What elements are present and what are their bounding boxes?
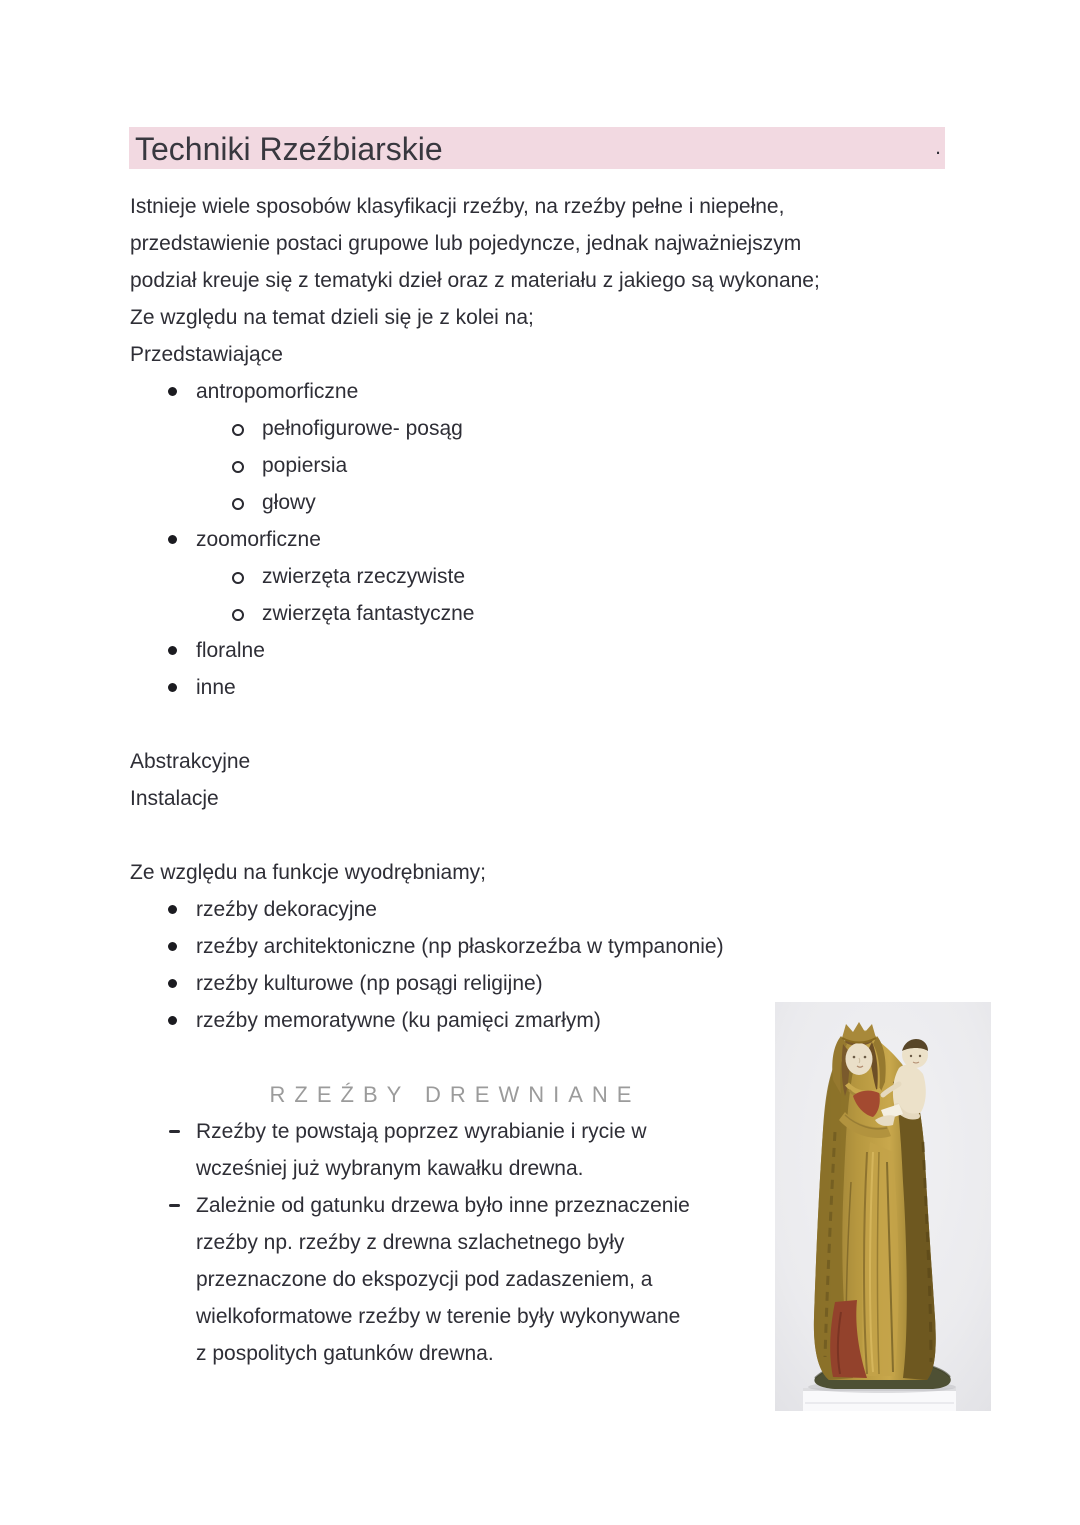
list-item-label: antropomorficzne xyxy=(196,380,359,403)
filled-bullet-icon xyxy=(168,683,177,692)
list-heading: Przedstawiające xyxy=(130,343,283,366)
dash-item-line: wielkoformatowe rzeźby w terenie były wykonywane xyxy=(196,1305,681,1328)
list-item-label: pełnofigurowe- posąg xyxy=(262,417,463,440)
list-item xyxy=(130,891,970,928)
list-subitem xyxy=(130,410,970,447)
filled-bullet-icon xyxy=(168,646,177,655)
intro-line: przedstawienie postaci grupowe lub pojedyncze, jednak najważniejszym xyxy=(130,232,802,255)
list-item-label: popiersia xyxy=(262,454,348,477)
title-trailing-dot: . xyxy=(935,136,941,159)
list-item xyxy=(130,521,970,558)
standalone-line: Instalacje xyxy=(130,787,219,810)
list-subitem xyxy=(130,595,970,632)
list-item-label: floralne xyxy=(196,639,265,662)
dash-item-line: wcześniej już wybranym kawałku drewna. xyxy=(196,1157,584,1180)
intro-line: Istnieje wiele sposobów klasyfikacji rzeźby, na rzeźby pełne i niepełne, xyxy=(130,195,785,218)
list-subitem xyxy=(130,558,970,595)
filled-bullet-icon xyxy=(168,942,177,951)
intro-line: Ze względu na temat dzieli się je z kolei na; xyxy=(130,306,534,329)
filled-bullet-icon xyxy=(168,387,177,396)
list-item-label: zoomorficzne xyxy=(196,528,321,551)
filled-bullet-icon xyxy=(168,905,177,914)
hollow-bullet-icon xyxy=(232,498,244,510)
list-item-label: zwierzęta fantastyczne xyxy=(262,602,475,625)
hollow-bullet-icon xyxy=(232,461,244,473)
dash-item-line: rzeźby np. rzeźby z drewna szlachetnego były xyxy=(196,1231,625,1254)
standalone-line: Abstrakcyjne xyxy=(130,750,251,773)
list-item xyxy=(130,373,970,410)
hollow-bullet-icon xyxy=(232,609,244,621)
title-bar xyxy=(129,127,945,169)
sculpture-photo xyxy=(775,1002,991,1411)
intro-line: podział kreuje się z tematyki dzieł oraz z materiału z jakiego są wykonane; xyxy=(130,269,820,292)
filled-bullet-icon xyxy=(168,1016,177,1025)
list-item-label: rzeźby dekoracyjne xyxy=(196,898,377,921)
dash-item-line: Zależnie od gatunku drzewa było inne przeznaczenie xyxy=(196,1194,690,1217)
page-title: Techniki Rzeźbiarskie xyxy=(135,131,443,167)
list-heading: Ze względu na funkcje wyodrębniamy; xyxy=(130,861,487,884)
dash-item-line: z pospolitych gatunków drewna. xyxy=(196,1342,494,1365)
list-subitem xyxy=(130,447,970,484)
filled-bullet-icon xyxy=(168,979,177,988)
list-subitem xyxy=(130,484,970,521)
hollow-bullet-icon xyxy=(232,424,244,436)
list-item-label: głowy xyxy=(262,491,316,514)
list-item-label: rzeźby memoratywne (ku pamięci zmarłym) xyxy=(196,1009,601,1032)
list-item xyxy=(130,632,970,669)
blank-line xyxy=(130,817,970,854)
blank-line xyxy=(130,706,970,743)
section-heading: RZEŹBY DREWNIANE xyxy=(269,1082,641,1107)
madonna-and-child-statue-image xyxy=(775,1002,991,1411)
dash-item-line: Rzeźby te powstają poprzez wyrabianie i rycie w xyxy=(196,1120,647,1143)
hollow-bullet-icon xyxy=(232,572,244,584)
list-item xyxy=(130,965,970,1002)
list-item-label: rzeźby kulturowe (np posągi religijne) xyxy=(196,972,543,995)
list-item xyxy=(130,669,970,706)
list-item-label: inne xyxy=(196,676,236,699)
list-item-label: zwierzęta rzeczywiste xyxy=(262,565,466,588)
list-item-label: rzeźby architektoniczne (np płaskorzeźba w tympanonie) xyxy=(196,935,724,958)
list-item xyxy=(130,928,970,965)
filled-bullet-icon xyxy=(168,535,177,544)
dash-item-line: przeznaczone do ekspozycji pod zadaszeniem, a xyxy=(196,1268,653,1291)
